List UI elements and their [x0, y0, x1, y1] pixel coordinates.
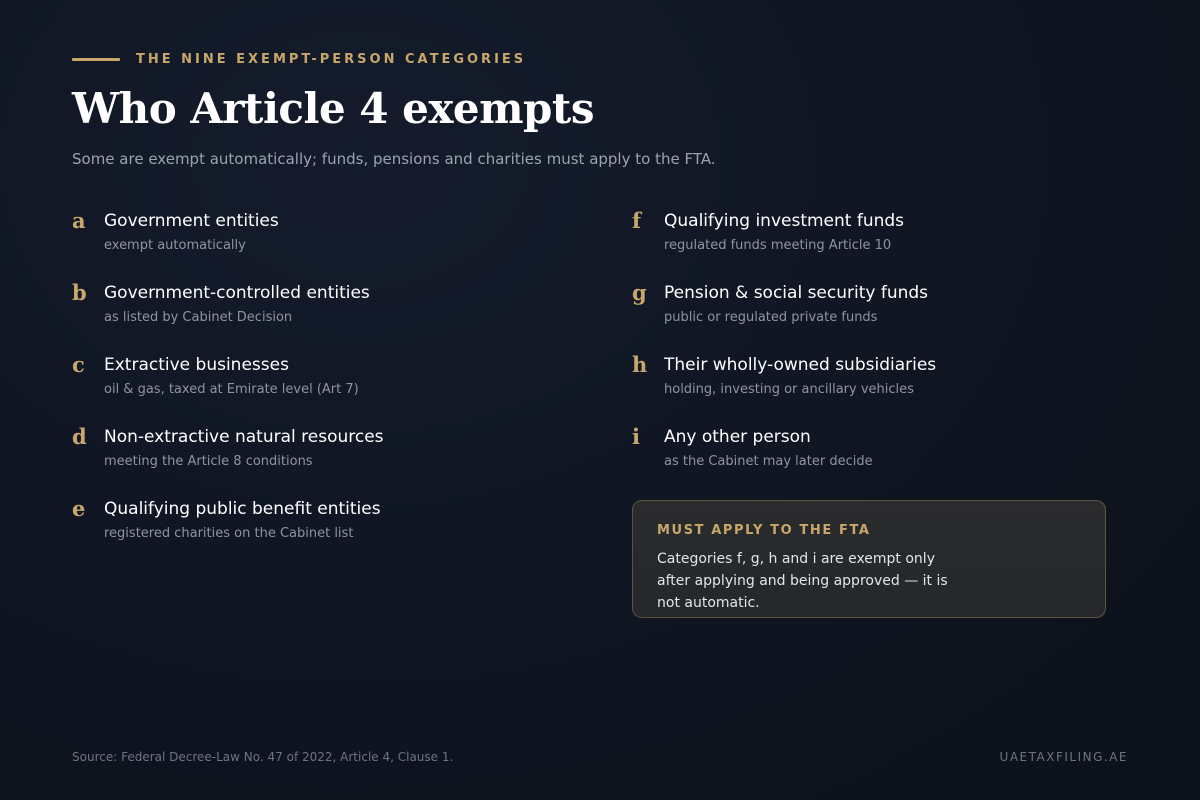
- category-description: meeting the Article 8 conditions: [104, 454, 313, 469]
- category-letter: g: [632, 280, 647, 305]
- category-letter: c: [72, 352, 85, 377]
- category-letter: b: [72, 280, 87, 305]
- category-letter: i: [632, 424, 640, 449]
- category-description: as listed by Cabinet Decision: [104, 310, 293, 325]
- category-letter: a: [72, 208, 86, 233]
- category-title: Qualifying public benefit entities: [104, 499, 381, 519]
- callout-body: Categories f, g, h and i are exempt only after applying and being approved — it is not automatic.: [657, 551, 948, 611]
- category-letter: f: [632, 208, 642, 233]
- category-description: public or regulated private funds: [664, 310, 878, 325]
- category-description: regulated funds meeting Article 10: [664, 238, 892, 253]
- category-description: registered charities on the Cabinet list: [104, 526, 354, 541]
- category-title: Extractive businesses: [104, 355, 289, 375]
- category-description: oil & gas, taxed at Emirate level (Art 7): [104, 382, 359, 397]
- category-description: as the Cabinet may later decide: [664, 454, 873, 469]
- category-letter: h: [632, 352, 648, 377]
- kicker: [72, 52, 526, 67]
- category-title: Qualifying investment funds: [664, 211, 905, 231]
- category-description: holding, investing or ancillary vehicles: [664, 382, 914, 397]
- callout-title: MUST APPLY TO THE FTA: [657, 523, 871, 538]
- category-title: Any other person: [664, 427, 811, 447]
- source-citation: Source: Federal Decree-Law No. 47 of 2022, Article 4, Clause 1.: [72, 750, 454, 764]
- category-title: Pension & social security funds: [664, 283, 929, 303]
- kicker-text: THE NINE EXEMPT-PERSON CATEGORIES: [136, 52, 527, 67]
- category-letter: e: [72, 496, 86, 521]
- site-label: UAETAXFILING.AE: [999, 750, 1128, 764]
- category-letter: d: [72, 424, 87, 449]
- page-title: Who Article 4 exempts: [72, 84, 594, 133]
- category-title: Government entities: [104, 211, 279, 231]
- category-title: Government-controlled entities: [104, 283, 370, 303]
- callout-box: [632, 500, 1106, 618]
- kicker-rule: [72, 58, 120, 61]
- category-title: Non-extractive natural resources: [104, 427, 384, 447]
- page-subtitle: Some are exempt automatically; funds, pensions and charities must apply to the FTA.: [72, 150, 716, 168]
- category-title: Their wholly-owned subsidiaries: [664, 355, 937, 375]
- category-description: exempt automatically: [104, 238, 246, 253]
